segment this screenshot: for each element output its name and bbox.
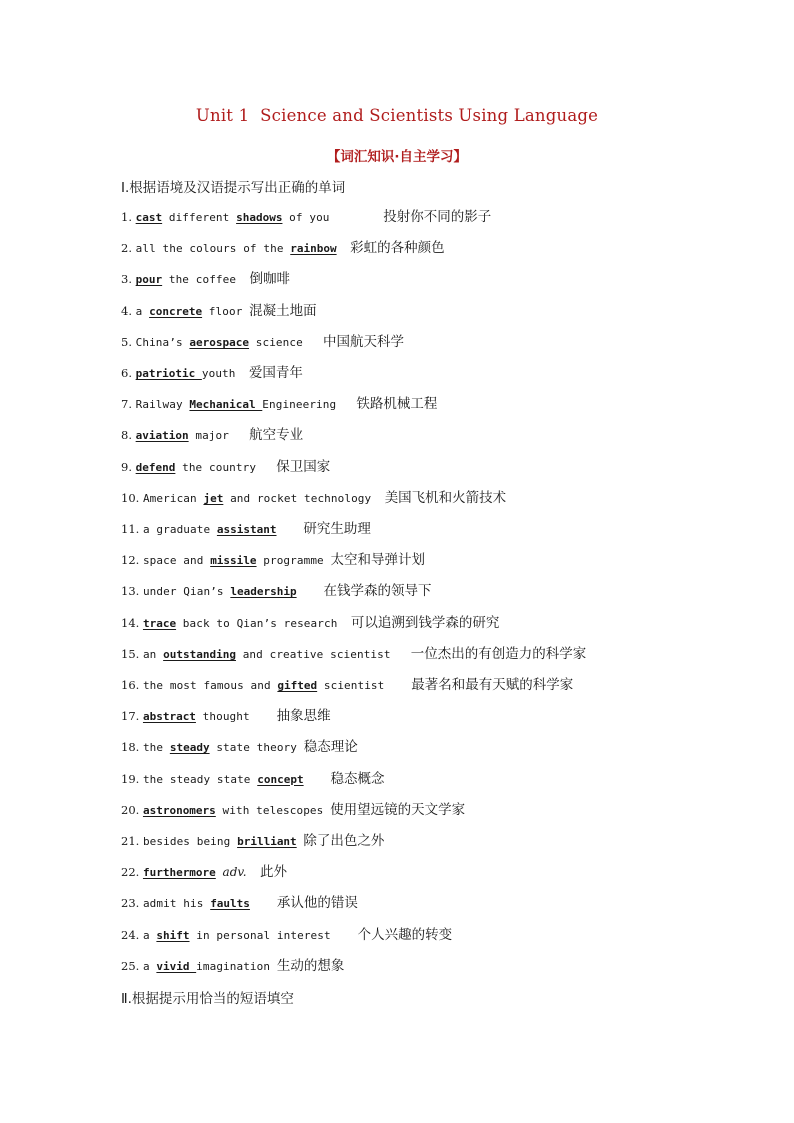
vocab-item [121,332,404,352]
phrase-text: Engineering [262,398,357,412]
vocab-item [121,893,358,913]
item-number: 20. [121,802,143,817]
item-number: 6. [121,366,136,380]
vocab-item [121,238,445,258]
phrase-text: programme [256,554,331,568]
vocab-item [121,394,437,414]
item-number: 12. [121,553,143,568]
phrase-text [297,832,304,852]
phrase-text: China’s [135,335,190,349]
phrase-text: and rocket technology [223,491,385,505]
answer-word: trace [142,616,177,630]
vocab-item [121,519,371,539]
vocab-item [121,925,452,945]
phrase-text: floor [202,304,250,318]
chinese-gloss: 爱国青年 [248,365,303,381]
vocab-item [121,457,330,477]
phrase-text: all the colours of the [135,242,291,256]
item-number: 7. [121,397,136,412]
item-number: 2. [121,241,136,256]
answer-word: assistant [216,523,277,536]
section-heading-2: Ⅱ.根据提示用恰当的短语填空 [121,991,294,1007]
item-number: 8. [121,428,136,443]
phrase-text: major [188,429,250,443]
phrase-text: admit his [142,897,211,911]
chinese-gloss: 混凝土地面 [249,302,317,319]
item-number: 18. [121,740,143,755]
chinese-gloss: 可以追溯到钱学森的研究 [350,614,500,631]
vocab-item [121,737,358,757]
answer-word: rainbow [290,242,337,256]
phrase-text: American [142,491,204,505]
phrase-text: a graduate [142,523,217,536]
phrase-text: under Qian’s [142,585,231,599]
vocab-item [121,581,431,601]
section-subtitle: 【词汇知识·自主学习】 [326,149,468,165]
phrase-text: state theory [209,741,304,755]
chinese-gloss: 投射你不同的影子 [383,209,492,225]
item-number: 1. [121,210,136,224]
phrase-text: science [249,335,323,349]
chinese-gloss: 除了出色之外 [303,833,385,849]
answer-word: brilliant [237,835,297,848]
chinese-gloss: 抽象思维 [276,708,331,725]
item-number: 21. [121,834,143,848]
answer-word: Mechanical [189,398,263,412]
phrase-text: space and [142,554,211,568]
phrase-text: the country [175,460,277,474]
answer-word: leadership [230,585,297,599]
vocab-item [121,769,385,789]
answer-word: defend [135,460,176,474]
vocab-item [121,425,303,445]
phrase-text: a [142,959,157,973]
item-number: 4. [121,303,136,318]
answer-word: missile [210,554,257,568]
answer-word: faults [210,897,250,911]
phrase-text [277,520,304,540]
item-number: 24. [121,927,143,942]
vocab-item [121,831,384,851]
item-number: 15. [121,646,143,661]
chinese-gloss: 一位杰出的有创造力的科学家 [410,645,587,662]
answer-word: concept [257,772,304,786]
chinese-gloss: 保卫国家 [276,458,331,475]
answer-word: aviation [135,429,189,443]
phrase-text [250,894,277,914]
chinese-gloss: 稳态概念 [330,770,385,787]
answer-word: aerospace [189,335,250,349]
item-number: 5. [121,334,136,349]
phrase-text: thought [195,710,277,724]
phrase-text: youth [201,367,249,380]
item-number: 10. [121,490,143,505]
answer-word: shadows [236,211,283,224]
phrase-text: besides being [142,835,238,848]
phrase-text: the [142,741,170,755]
item-number: 23. [121,896,143,911]
phrase-text: different [162,211,237,224]
chinese-gloss: 承认他的错误 [276,895,358,912]
chinese-gloss: 太空和导弹计划 [330,552,425,569]
phrase-text [247,863,260,883]
phrase-text: scientist [317,679,412,692]
vocab-item [121,956,344,976]
phrase-text: back to Qian’s research [176,616,351,630]
answer-word: vivid [156,959,197,973]
item-number: 16. [121,678,143,692]
section-heading-1: Ⅰ.根据语境及汉语提示写出正确的单词 [121,180,346,196]
vocab-item [121,800,465,820]
answer-word: patriotic [135,367,202,380]
phrase-text [304,770,331,790]
item-number: 25. [121,958,143,973]
chinese-gloss: 中国航天科学 [322,333,404,350]
vocab-item [121,644,586,664]
phrase-text: in personal interest [189,928,358,942]
answer-word: cast [135,211,163,224]
vocab-item [121,675,573,695]
chinese-gloss: 生动的想象 [276,957,345,974]
phrase-text: of you [282,211,384,224]
answer-word: gifted [277,679,318,692]
answer-word: astronomers [142,803,216,817]
item-number: 11. [121,522,143,536]
vocab-item [121,269,290,289]
chinese-gloss: 此外 [260,864,288,881]
answer-word: jet [203,491,224,505]
chinese-gloss: 个人兴趣的转变 [357,926,453,943]
document-title: Unit 1 Science and Scientists Using Language [195,106,599,125]
chinese-gloss: 彩虹的各种颜色 [350,240,445,257]
phrase-text: and creative scientist [235,647,411,661]
item-number: 9. [121,459,136,474]
answer-word: outstanding [163,647,236,661]
answer-word: concrete [149,304,203,318]
answer-word: abstract [142,710,196,724]
chinese-gloss: 美国飞机和火箭技术 [384,489,507,506]
item-number: 19. [121,771,143,786]
phrase-text: the most famous and [142,679,278,692]
answer-word: furthermore [142,866,216,880]
vocab-item [121,613,499,633]
vocab-item [121,862,287,882]
chinese-gloss: 航空专业 [249,427,304,444]
vocab-item [121,488,506,508]
vocab-item [121,207,491,227]
part-of-speech: adv. [222,865,247,880]
chinese-gloss: 稳态理论 [303,739,358,756]
phrase-text: a [142,928,157,942]
phrase-text: an [142,647,164,661]
item-number: 3. [121,272,136,287]
answer-word: shift [156,928,190,942]
phrase-text: with telescopes [215,803,331,817]
chinese-gloss: 研究生助理 [303,521,371,537]
vocab-item [121,363,303,383]
chinese-gloss: 使用望远镜的天文学家 [330,801,466,818]
phrase-text: a [135,304,150,318]
chinese-gloss: 最著名和最有天赋的科学家 [411,677,574,693]
chinese-gloss: 铁路机械工程 [356,396,438,413]
item-number: 13. [121,584,143,599]
answer-word: pour [135,273,163,287]
vocab-item [121,301,317,321]
vocab-item [121,550,425,570]
phrase-text [216,863,223,883]
answer-word: steady [169,741,210,755]
phrase-text: Railway [135,398,190,412]
item-number: 17. [121,709,143,724]
phrase-text: the steady state [142,772,258,786]
chinese-gloss: 倒咖啡 [249,271,291,288]
phrase-text [337,239,350,259]
vocab-item [121,706,331,726]
phrase-text: the coffee [162,273,250,287]
chinese-gloss: 在钱学森的领导下 [323,583,432,600]
phrase-text: imagination [196,959,277,973]
phrase-text [297,582,324,602]
item-number: 22. [121,865,143,880]
item-number: 14. [121,615,143,630]
